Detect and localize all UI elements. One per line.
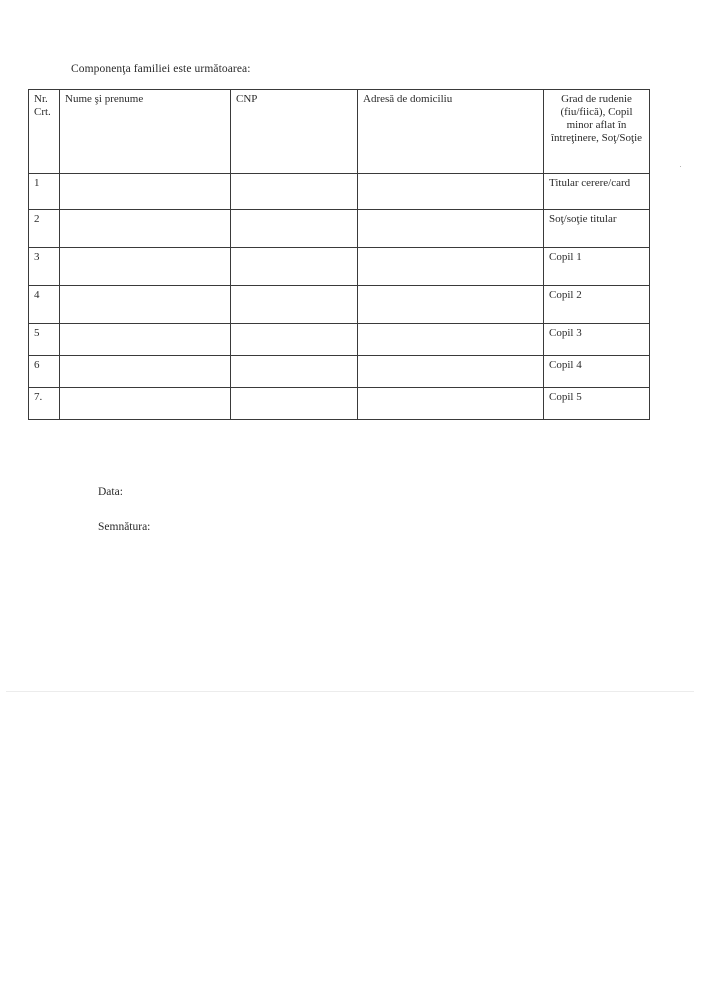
cell-cnp[interactable] [231, 388, 358, 420]
cell-relationship: Copil 4 [544, 356, 650, 388]
header-cnp: CNP [231, 90, 358, 174]
cell-relationship: Copil 3 [544, 324, 650, 356]
cell-address[interactable] [358, 248, 544, 286]
scan-speck [680, 166, 681, 167]
cell-nr: 2 [29, 210, 60, 248]
intro-text: Componenţa familiei este următoarea: [71, 63, 251, 75]
date-label: Data: [98, 486, 123, 498]
table-row [29, 286, 650, 324]
header-address: Adresă de domiciliu [358, 90, 544, 174]
cell-relationship: Copil 1 [544, 248, 650, 286]
cell-nr: 4 [29, 286, 60, 324]
cell-relationship: Soţ/soţie titular [544, 210, 650, 248]
table-row [29, 248, 650, 286]
cell-cnp[interactable] [231, 174, 358, 210]
cell-nr: 6 [29, 356, 60, 388]
cell-name[interactable] [60, 248, 231, 286]
cell-cnp[interactable] [231, 356, 358, 388]
header-nr-crt: Nr. Crt. [29, 90, 60, 174]
table-row [29, 324, 650, 356]
cell-name[interactable] [60, 388, 231, 420]
cell-address[interactable] [358, 174, 544, 210]
cell-address[interactable] [358, 210, 544, 248]
cell-relationship: Copil 5 [544, 388, 650, 420]
cell-relationship: Titular cerere/card [544, 174, 650, 210]
table-row [29, 174, 650, 210]
cell-name[interactable] [60, 174, 231, 210]
cell-nr: 7. [29, 388, 60, 420]
cell-cnp[interactable] [231, 248, 358, 286]
table-row [29, 210, 650, 248]
cell-nr: 5 [29, 324, 60, 356]
cell-relationship: Copil 2 [544, 286, 650, 324]
cell-name[interactable] [60, 286, 231, 324]
header-name: Nume şi prenume [60, 90, 231, 174]
signature-label: Semnătura: [98, 521, 151, 533]
cell-name[interactable] [60, 210, 231, 248]
page-divider [6, 691, 694, 692]
cell-name[interactable] [60, 356, 231, 388]
cell-name[interactable] [60, 324, 231, 356]
table-row [29, 388, 650, 420]
cell-cnp[interactable] [231, 210, 358, 248]
cell-address[interactable] [358, 388, 544, 420]
cell-nr: 3 [29, 248, 60, 286]
table-row [29, 356, 650, 388]
family-composition-table [28, 89, 650, 420]
cell-nr: 1 [29, 174, 60, 210]
cell-address[interactable] [358, 356, 544, 388]
table-header-row [29, 90, 650, 174]
cell-cnp[interactable] [231, 324, 358, 356]
cell-cnp[interactable] [231, 286, 358, 324]
cell-address[interactable] [358, 324, 544, 356]
cell-address[interactable] [358, 286, 544, 324]
header-relationship: Grad de rudenie (fiu/fiică), Copil minor aflat în întreţinere, Soţ/Soţie [544, 90, 650, 174]
